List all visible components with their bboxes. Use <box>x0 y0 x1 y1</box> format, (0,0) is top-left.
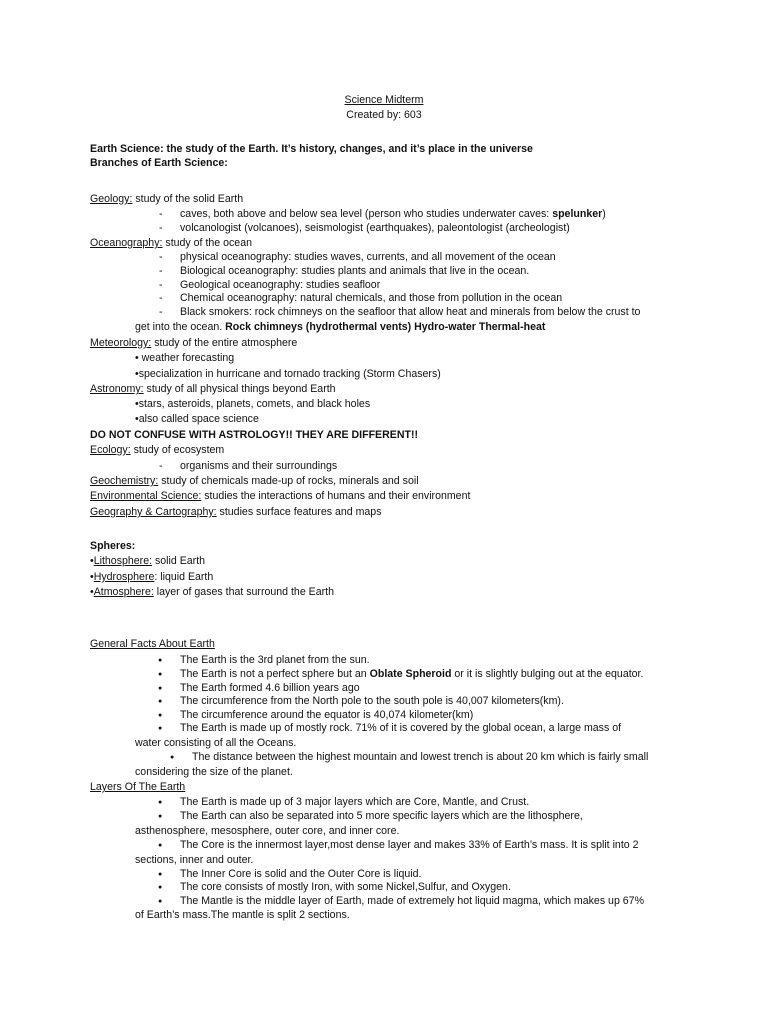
branches-heading: Branches of Earth Science: <box>90 157 228 169</box>
bullet-marker: ● <box>158 842 163 849</box>
dash-marker: - <box>159 306 163 318</box>
bullet-marker: ● <box>170 754 175 761</box>
ocean-item-black-smokers-cont: get into the ocean. Rock chimneys (hydrothermal vents) Hydro-water Thermal-heat <box>135 321 546 333</box>
geology-item-specialists: volcanologist (volcanoes), seismologist (earthquakes), paleontologist (archeologist) <box>180 222 570 234</box>
ocean-item-biological: Biological oceanography: studies plants and animals that live in the ocean. <box>180 265 530 277</box>
fact-age: The Earth formed 4.6 billion years ago <box>180 682 360 694</box>
fact-equator-circumference: The circumference around the equator is 40,074 kilometer(km) <box>180 709 474 721</box>
lithosphere-line: •Lithosphere: solid Earth <box>90 555 206 567</box>
bullet-marker: ● <box>158 871 163 878</box>
dash-marker: - <box>159 222 163 234</box>
general-facts-heading: General Facts About Earth <box>90 638 215 650</box>
meteorology-line: Meteorology: study of the entire atmosphere <box>90 337 298 349</box>
geochemistry-line: Geochemistry: study of chemicals made-up of rocks, minerals and soil <box>90 475 419 487</box>
eco-item-organisms: organisms and their surroundings <box>180 460 338 472</box>
layer-mantle: The Mantle is the middle layer of Earth, made of extremely hot liquid magma, which makes up 67% <box>180 895 644 907</box>
dash-marker: - <box>159 460 163 472</box>
dash-marker: - <box>159 208 163 220</box>
meteo-item-forecasting: • weather forecasting <box>135 352 235 364</box>
fact-oblate-spheroid: The Earth is not a perfect sphere but an Oblate Spheroid or it is slightly bulging out at the equator. <box>180 668 644 680</box>
layer-mantle-cont: of Earth’s mass.The mantle is split 2 sections. <box>135 909 350 921</box>
bullet-marker: ● <box>158 813 163 820</box>
layer-five-specific: The Earth can also be separated into 5 more specific layers which are the lithosphere, <box>180 810 583 822</box>
astro-item-objects: •stars, asteroids, planets, comets, and black holes <box>135 398 371 410</box>
layer-five-specific-cont: asthenosphere, mesosphere, outer core, and inner core. <box>135 825 400 837</box>
layer-core-composition: The core consists of mostly Iron, with some Nickel,Sulfur, and Oxygen. <box>180 881 511 893</box>
dash-marker: - <box>159 265 163 277</box>
environmental-science-line: Environmental Science: studies the interactions of humans and their environment <box>90 490 471 502</box>
bullet-marker: ● <box>158 799 163 806</box>
atmosphere-line: •Atmosphere: layer of gases that surround the Earth <box>90 586 334 598</box>
fact-rock-ocean-cont: water consisting of all the Oceans. <box>135 737 297 749</box>
bullet-marker: ● <box>158 884 163 891</box>
earth-science-definition: Earth Science: the study of the Earth. It’s history, changes, and it’s place in the universe <box>90 143 533 155</box>
dash-marker: - <box>159 279 163 291</box>
layer-inner-outer-core: The Inner Core is solid and the Outer Core is liquid. <box>180 868 422 880</box>
bullet-marker: ● <box>158 657 163 664</box>
fact-distance-cont: considering the size of the planet. <box>135 766 293 778</box>
spheres-heading: Spheres: <box>90 540 136 552</box>
oceanography-line: Oceanography: study of the ocean <box>90 237 252 249</box>
ecology-line: Ecology: study of ecosystem <box>90 444 225 456</box>
fact-distance: The distance between the highest mountain and lowest trench is about 20 km which is fairly small <box>192 751 649 763</box>
dash-marker: - <box>159 251 163 263</box>
bullet-marker: ● <box>158 725 163 732</box>
hydrosphere-line: •Hydrosphere: liquid Earth <box>90 571 214 583</box>
bullet-marker: ● <box>158 698 163 705</box>
bullet-marker: ● <box>158 671 163 678</box>
layers-heading: Layers Of The Earth <box>90 781 186 793</box>
ocean-item-geological: Geological oceanography: studies seafloor <box>180 279 381 291</box>
dash-marker: - <box>159 292 163 304</box>
astronomy-line: Astronomy: study of all physical things beyond Earth <box>90 383 336 395</box>
geology-item-caves: caves, both above and below sea level (person who studies underwater caves: spelunker) <box>180 208 606 220</box>
layer-three-major: The Earth is made up of 3 major layers which are Core, Mantle, and Crust. <box>180 796 530 808</box>
ocean-item-black-smokers: Black smokers: rock chimneys on the seafloor that allow heat and minerals from below the crust to <box>180 306 641 318</box>
layer-core: The Core is the innermost layer,most dense layer and makes 33% of Earth’s mass. It is split into 2 <box>180 839 639 851</box>
fact-third-planet: The Earth is the 3rd planet from the sun. <box>180 654 370 666</box>
astrology-warning: DO NOT CONFUSE WITH ASTROLOGY!! THEY ARE DIFFERENT!! <box>90 429 419 441</box>
geology-line: Geology: study of the solid Earth <box>90 193 244 205</box>
astro-item-space-science: •also called space science <box>135 413 259 425</box>
bullet-marker: ● <box>158 898 163 905</box>
fact-rock-ocean: The Earth is made up of mostly rock. 71% of it is covered by the global ocean, a large mass of <box>180 722 622 734</box>
ocean-item-physical: physical oceanography: studies waves, currents, and all movement of the ocean <box>180 251 556 263</box>
document-title: Science Midterm <box>344 94 424 106</box>
bullet-marker: ● <box>158 685 163 692</box>
meteo-item-storm: •specialization in hurricane and tornado tracking (Storm Chasers) <box>135 368 441 380</box>
ocean-item-chemical: Chemical oceanography: natural chemicals, and those from pollution in the ocean <box>180 292 563 304</box>
bullet-marker: ● <box>158 712 163 719</box>
geography-line: Geography & Cartography: studies surface features and maps <box>90 506 382 518</box>
fact-polar-circumference: The circumference from the North pole to the south pole is 40,007 kilometers(km). <box>180 695 564 707</box>
layer-core-cont: sections, inner and outer. <box>135 854 254 866</box>
created-by-line: Created by: 603 <box>346 109 422 121</box>
